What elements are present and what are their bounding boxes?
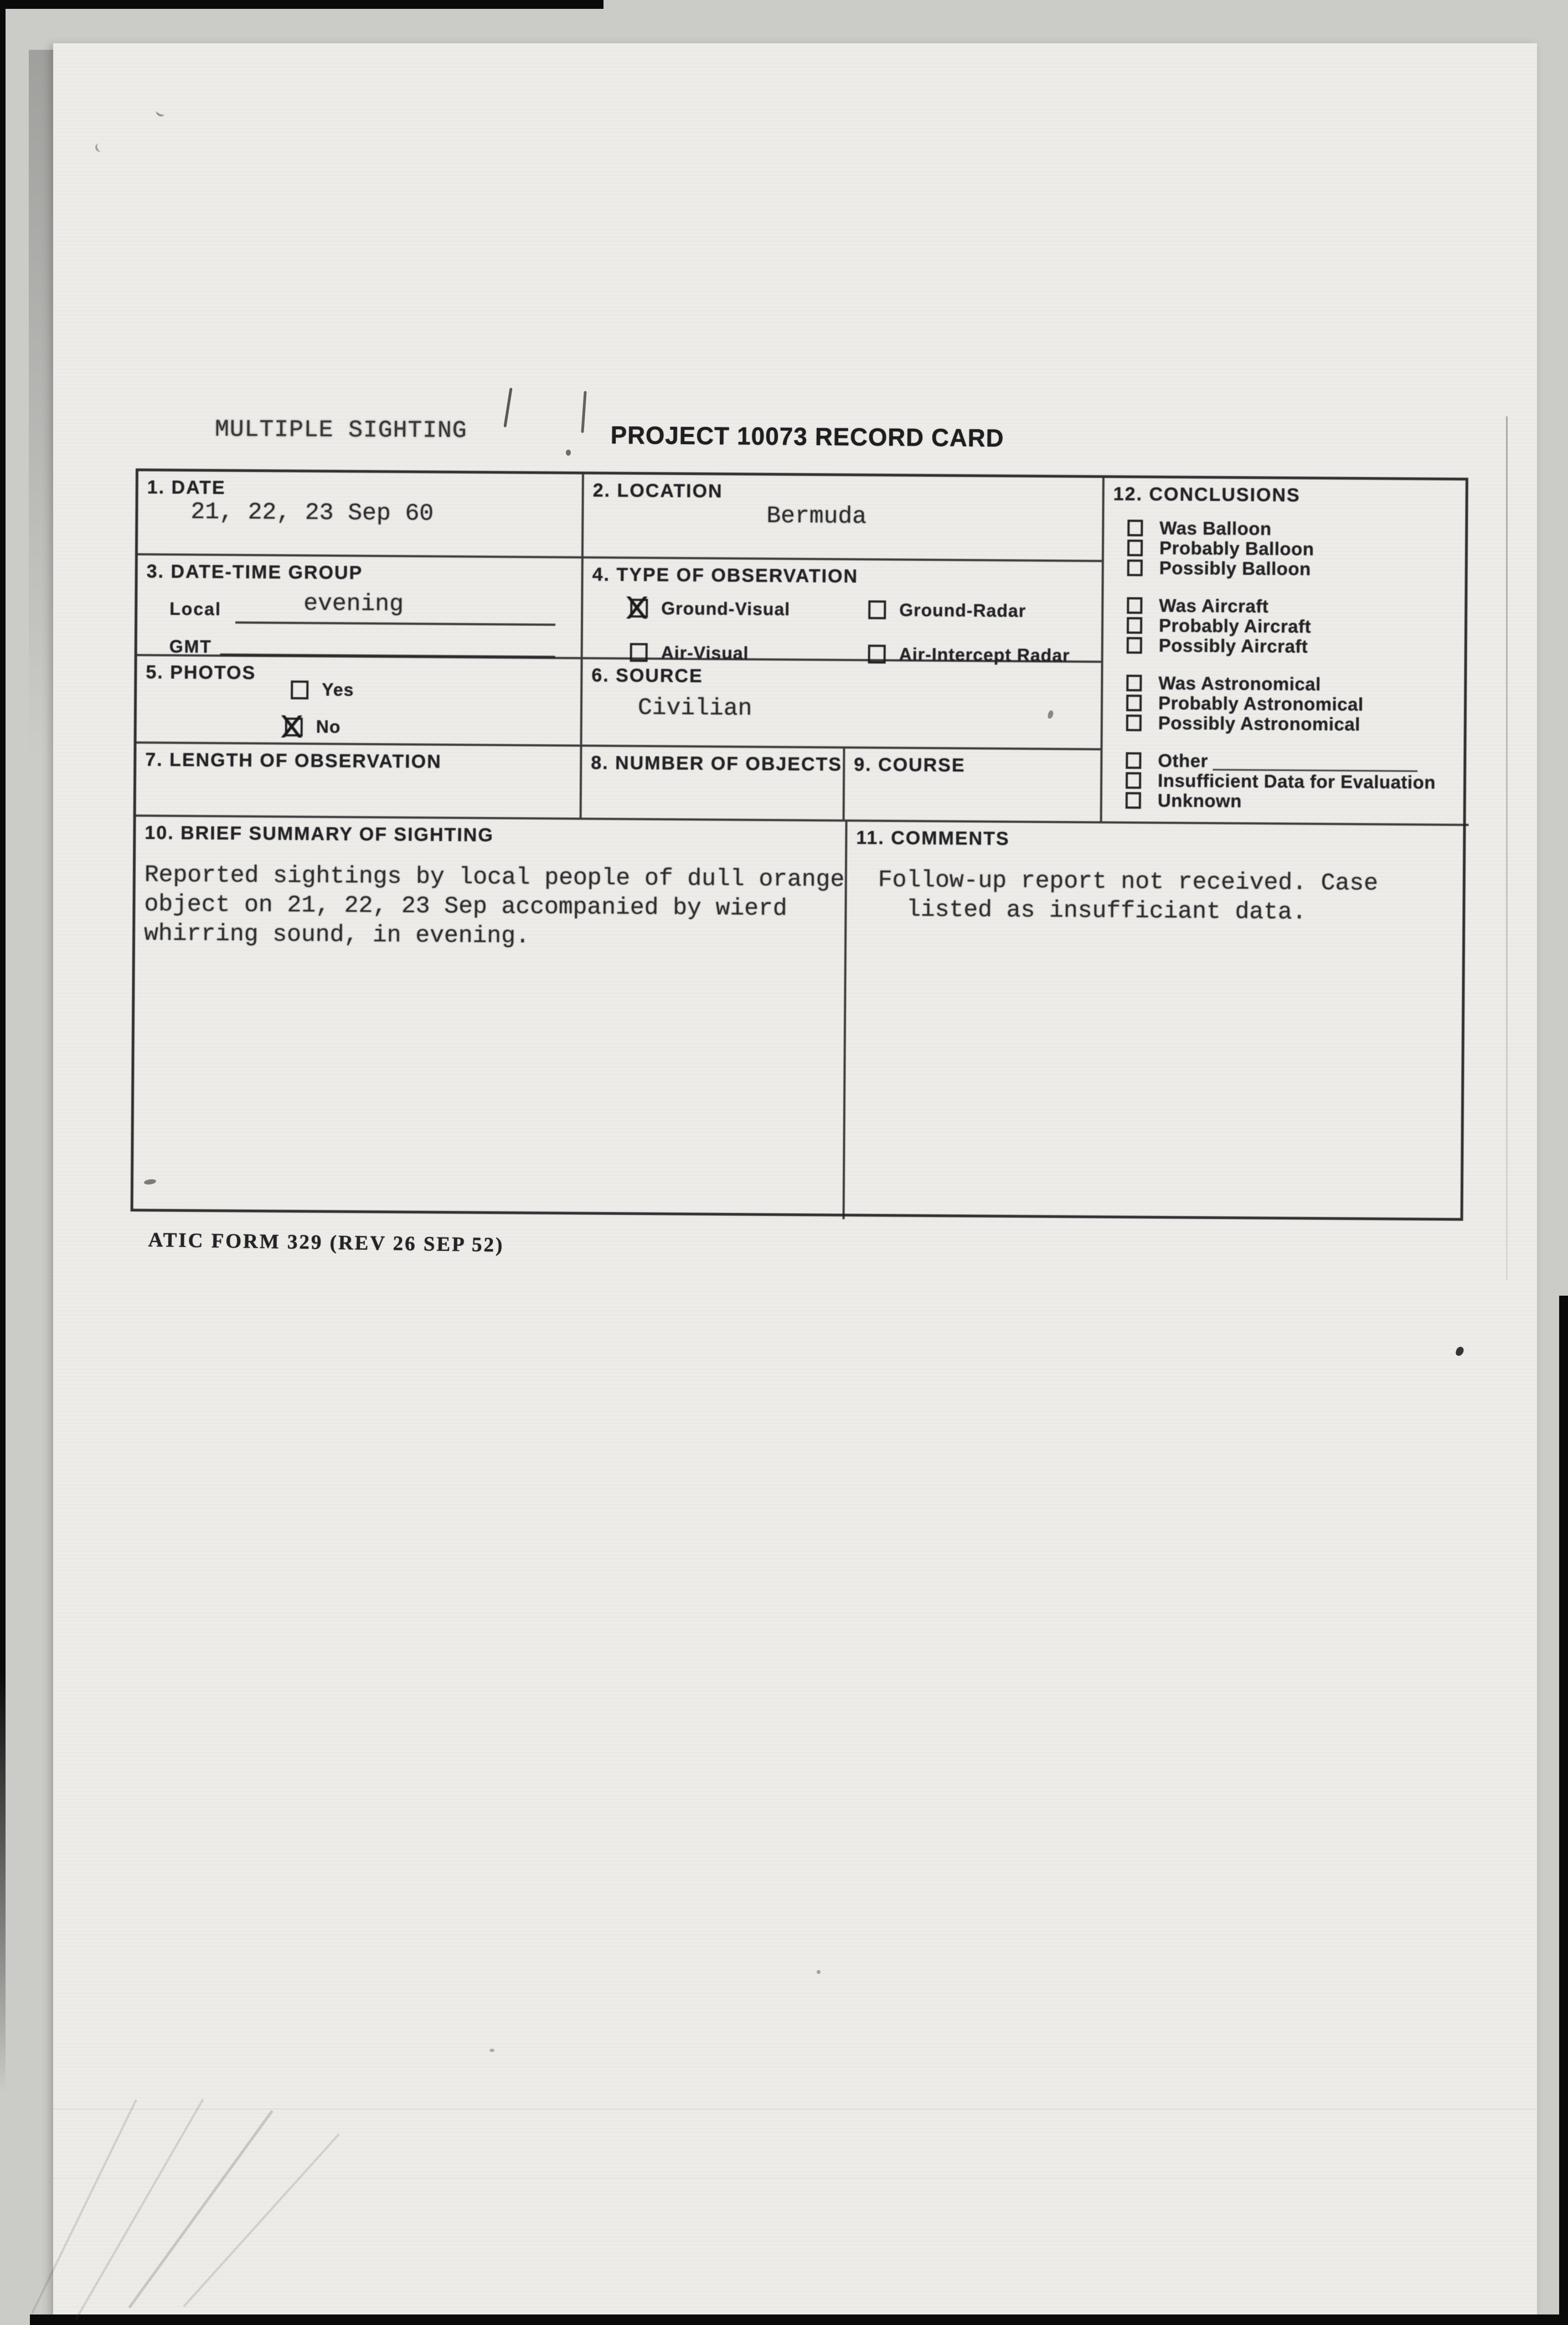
- date-label: 1. DATE: [147, 477, 226, 499]
- ink-dot: [566, 450, 571, 456]
- yes-option: [291, 679, 354, 700]
- conclusions-group: [1126, 750, 1436, 812]
- conclusions-group: [1127, 596, 1437, 658]
- yes-label: Yes: [322, 679, 354, 700]
- field-6-source: [582, 659, 1103, 751]
- was-aircraft-checkbox: [1127, 597, 1142, 614]
- yes-checkbox: [291, 680, 308, 699]
- insufficient-data-for-evaluation-option: [1126, 770, 1436, 792]
- field-10-brief-summary: [133, 817, 848, 1219]
- scan-edge-left: [0, 0, 6, 2093]
- local-label: Local: [169, 599, 221, 620]
- photos-options: [285, 679, 354, 738]
- field-8-number-of-objects: [582, 747, 845, 822]
- location-label: 2. LOCATION: [592, 480, 723, 502]
- record-card-table: [131, 468, 1468, 1221]
- no-checkbox: [285, 717, 303, 736]
- source-value: Civilian: [637, 694, 752, 722]
- possibly-aircraft-option: [1127, 636, 1437, 658]
- field-9-course: [845, 749, 1103, 823]
- ground-radar-checkbox: [868, 600, 886, 619]
- length-of-observation-label: 7. LENGTH OF OBSERVATION: [145, 749, 442, 772]
- probably-balloon-checkbox: [1127, 540, 1143, 556]
- ground-visual-checkbox: [630, 599, 648, 617]
- paper-crease: [1506, 416, 1508, 1280]
- conclusions-label: 12. CONCLUSIONS: [1113, 483, 1301, 506]
- probably-aircraft-option: [1127, 616, 1437, 638]
- possibly-balloon-option: [1127, 558, 1437, 580]
- field-5-photos: [137, 656, 583, 747]
- conclusions-group: [1127, 518, 1438, 580]
- possibly-astronomical-label: Possibly Astronomical: [1158, 712, 1361, 735]
- was-aircraft-option: [1127, 596, 1437, 618]
- paper-speck: [817, 1970, 821, 1974]
- conclusions-group: [1126, 673, 1437, 735]
- other-checkbox: [1126, 752, 1141, 769]
- no-option: [285, 716, 354, 738]
- field-4-type-of-observation: [583, 559, 1104, 666]
- probably-astronomical-checkbox: [1126, 695, 1142, 712]
- field-3-date-time-group: [137, 555, 584, 659]
- ground-radar-option: [868, 597, 1070, 624]
- source-label: 6. SOURCE: [591, 664, 703, 687]
- field-12-conclusions: [1102, 478, 1471, 826]
- comments-text: Follow-up report not received. Case listed as insufficiant data.: [878, 866, 1379, 926]
- was-aircraft-label: Was Aircraft: [1159, 595, 1269, 617]
- brief-summary-label: 10. BRIEF SUMMARY OF SIGHTING: [145, 822, 494, 846]
- brief-summary-text: Reported sightings by local people of dull orange object on 21, 22, 23 Sep accompanied by wierd whirring sound, in evening.: [143, 861, 845, 950]
- was-astronomical-label: Was Astronomical: [1158, 672, 1321, 694]
- conclusions-checklist: [1126, 518, 1438, 831]
- other-underline: [1213, 752, 1417, 772]
- course-label: 9. COURSE: [854, 754, 966, 776]
- probably-balloon-label: Probably Balloon: [1159, 537, 1314, 559]
- possibly-balloon-label: Possibly Balloon: [1159, 557, 1311, 579]
- probably-astronomical-label: Probably Astronomical: [1158, 692, 1364, 715]
- was-astronomical-option: [1126, 673, 1436, 695]
- location-value: Bermuda: [766, 502, 867, 530]
- possibly-astronomical-checkbox: [1126, 714, 1142, 731]
- probably-aircraft-checkbox: [1127, 617, 1142, 634]
- local-value: evening: [303, 590, 404, 618]
- field-11-comments: [845, 822, 1469, 1224]
- unknown-option: [1126, 790, 1436, 812]
- was-balloon-option: [1127, 518, 1437, 540]
- air-visual-label: Air-Visual: [661, 642, 749, 663]
- form-number: ATIC FORM 329 (REV 26 SEP 52): [148, 1229, 504, 1257]
- page-title: PROJECT 10073 RECORD CARD: [610, 421, 1004, 452]
- other-option: [1126, 750, 1436, 772]
- scan-line: [53, 2177, 1537, 2178]
- unknown-label: Unknown: [1157, 790, 1242, 811]
- ground-visual-option: [630, 595, 868, 622]
- insufficient-data-for-evaluation-label: Insufficient Data for Evaluation: [1157, 770, 1436, 793]
- number-of-objects-label: 8. NUMBER OF OBJECTS: [591, 752, 843, 775]
- air-intercept-radar-label: Air-Intercept Radar: [899, 644, 1070, 666]
- insufficient-data-for-evaluation-checkbox: [1126, 772, 1141, 788]
- ground-radar-label: Ground-Radar: [899, 600, 1027, 621]
- type-of-observation-label: 4. TYPE OF OBSERVATION: [592, 564, 859, 587]
- unknown-checkbox: [1126, 792, 1141, 808]
- scan-edge-top: [0, 0, 604, 9]
- possibly-astronomical-option: [1126, 713, 1436, 735]
- photos-label: 5. PHOTOS: [146, 662, 256, 684]
- possibly-aircraft-label: Possibly Aircraft: [1158, 635, 1308, 657]
- was-balloon-checkbox: [1127, 520, 1143, 537]
- ground-visual-label: Ground-Visual: [661, 598, 791, 619]
- probably-balloon-option: [1127, 538, 1437, 560]
- observation-options: [630, 595, 1071, 668]
- field-2-location: [584, 475, 1105, 563]
- possibly-aircraft-checkbox: [1127, 637, 1142, 654]
- scan-line: [53, 2109, 1537, 2110]
- date-value: 21, 22, 23 Sep 60: [190, 498, 434, 527]
- was-astronomical-checkbox: [1126, 675, 1142, 692]
- field-1-date: [138, 471, 584, 559]
- date-time-group-label: 3. DATE-TIME GROUP: [146, 561, 363, 584]
- probably-aircraft-label: Probably Aircraft: [1158, 615, 1312, 637]
- paper-speck: [489, 2049, 494, 2052]
- classification-annotation: MULTIPLE SIGHTING: [214, 415, 467, 445]
- scan-edge-right: [1559, 1296, 1568, 2325]
- other-label: Other: [1158, 750, 1209, 771]
- was-balloon-label: Was Balloon: [1159, 517, 1272, 539]
- comments-label: 11. COMMENTS: [856, 827, 1010, 850]
- possibly-balloon-checkbox: [1127, 560, 1143, 576]
- field-7-length-of-observation: [136, 744, 582, 820]
- gmt-underline: [220, 622, 555, 658]
- scan-edge-bottom: [30, 2314, 1568, 2325]
- probably-astronomical-option: [1126, 693, 1436, 715]
- no-label: No: [316, 716, 341, 737]
- gmt-label: GMT: [169, 636, 212, 657]
